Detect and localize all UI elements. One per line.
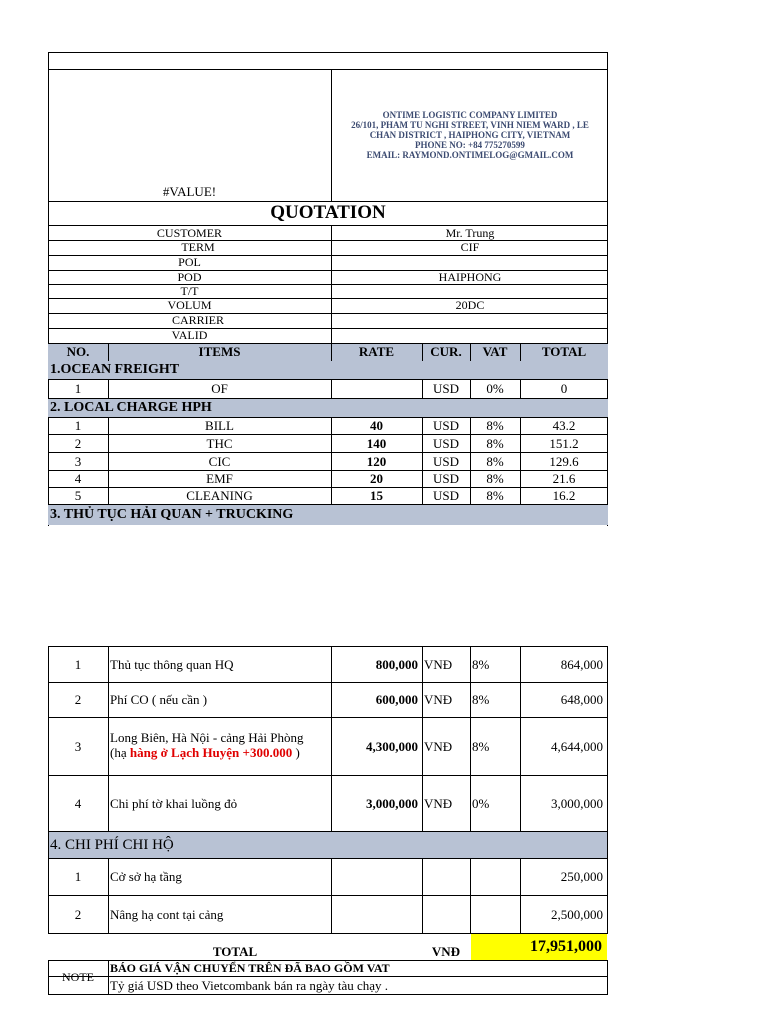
company-phone: PHONE NO: +84 775270599 [415, 140, 525, 150]
page-title: QUOTATION [270, 202, 386, 223]
section-customs-trucking: 3. THỦ TỤC HẢI QUAN + TRUCKING [50, 507, 294, 522]
customs-row-rate: 800,000 [375, 656, 418, 672]
local-row-total: 151.2 [549, 435, 579, 451]
customs-row-rate: 4,300,000 [366, 738, 418, 754]
info-label-valid: VALID [171, 328, 208, 342]
customs-row-item: Phí CO ( nếu cần ) [110, 692, 208, 707]
grand-total-value: 17,951,000 [530, 938, 602, 955]
local-row-cur: USD [432, 417, 459, 433]
customs-row-item: Long Biên, Hà Nội - cảng Hải Phòng [110, 730, 304, 745]
customs-row-total: 3,000,000 [551, 795, 603, 811]
local-row-cur: USD [432, 435, 459, 451]
info-value-pod: HAIPHONG [438, 269, 502, 284]
info-label-carrier: CARRIER [171, 313, 224, 327]
ocean-row-total: 0 [560, 381, 568, 396]
customs-row-item-note: (hạ hàng ở Lạch Huyện +300.000 ) [110, 745, 300, 760]
customs-row-vat: 8% [472, 692, 490, 707]
local-row-item: EMF [206, 470, 233, 486]
local-row-vat: 8% [486, 435, 504, 451]
company-address-1: 26/101, PHAM TU NGHI STREET, VINH NIEM WARD , LE [351, 120, 589, 130]
chiho-row-total: 250,000 [560, 869, 603, 884]
grand-total-currency: VNĐ [431, 944, 461, 959]
customs-row-cur: VNĐ [424, 692, 453, 707]
customs-row-no: 2 [74, 692, 82, 707]
chiho-row-total: 2,500,000 [551, 906, 603, 922]
local-row-total: 43.2 [552, 417, 576, 433]
local-row-vat: 8% [486, 487, 504, 503]
local-row-item: CIC [208, 453, 231, 469]
customs-row-vat: 8% [472, 738, 490, 754]
company-email: EMAIL: RAYMOND.ONTIMELOG@GMAIL.COM [366, 150, 574, 160]
company-info [332, 110, 608, 160]
customs-row-item-multiline [110, 730, 331, 760]
local-row-vat: 8% [486, 470, 504, 486]
note-label: NOTE [62, 969, 94, 984]
col-header-total: TOTAL [541, 344, 587, 359]
info-value-pol [332, 255, 608, 270]
local-row-no: 1 [74, 417, 82, 433]
section-chi-ho: 4. CHI PHÍ CHI HỘ [50, 836, 174, 853]
local-row-item: CLEANING [186, 487, 253, 503]
info-label-tt: T/T [180, 283, 199, 298]
local-row-rate: 40 [370, 417, 383, 433]
customs-row-vat: 8% [472, 656, 490, 672]
customs-row-item: Thủ tục thông quan HQ [110, 656, 234, 672]
col-header-no: NO. [66, 344, 90, 359]
local-row-rate: 20 [370, 470, 383, 486]
customs-row-cur: VNĐ [424, 795, 453, 811]
local-row-total: 16.2 [552, 487, 576, 503]
customs-row-total: 864,000 [560, 656, 603, 672]
local-row-total: 129.6 [549, 453, 579, 469]
customs-row-vat: 0% [472, 795, 490, 811]
customs-row-no: 1 [74, 656, 82, 672]
note-line-2: Tỷ giá USD theo Vietcombank bán ra ngày tàu chạy . [110, 977, 389, 993]
local-row-cur: USD [432, 470, 459, 486]
local-row-no: 2 [74, 435, 82, 451]
section-local-charge: 2. LOCAL CHARGE HPH [50, 400, 212, 415]
chiho-row-item: Nâng hạ cont tại cảng [110, 906, 224, 922]
company-address-2: CHAN DISTRICT , HAIPHONG CITY, VIETNAM [369, 130, 571, 140]
local-row-no: 5 [74, 487, 82, 503]
company-name: ONTIME LOGISTIC COMPANY LIMITED [382, 110, 558, 120]
local-row-item: THC [206, 435, 233, 451]
info-label-term: TERM [181, 240, 215, 254]
customs-row-total: 648,000 [560, 692, 603, 707]
customs-row-total: 4,644,000 [551, 738, 603, 754]
ocean-row-no: 1 [74, 381, 82, 396]
local-row-total: 21.6 [552, 470, 576, 486]
ocean-row-rate [331, 380, 422, 398]
col-header-cur: CUR. [430, 344, 462, 359]
col-header-vat: VAT [482, 344, 508, 359]
col-header-rate: RATE [358, 344, 395, 359]
local-row-item: BILL [205, 417, 234, 433]
info-value-valid [332, 328, 608, 343]
customs-row-cur: VNĐ [424, 738, 453, 754]
local-row-rate: 140 [366, 435, 387, 451]
customs-row-no: 4 [74, 795, 82, 811]
customs-row-rate: 3,000,000 [366, 795, 418, 811]
ocean-row-vat: 0% [486, 381, 504, 396]
info-value-volum: 20DC [455, 298, 485, 312]
info-label-pol: POL [178, 255, 201, 269]
customs-row-no: 3 [74, 738, 82, 754]
local-row-rate: 15 [370, 487, 383, 503]
customs-row-cur: VNĐ [424, 656, 453, 672]
info-label-pod: POD [177, 269, 202, 284]
section-ocean-freight: 1.OCEAN FREIGHT [50, 362, 180, 377]
chiho-row-no: 1 [74, 869, 82, 884]
local-row-no: 4 [74, 470, 82, 486]
lach-huyen-surcharge-text: hàng ở Lạch Huyện +300.000 [129, 745, 293, 760]
info-value-tt [332, 284, 608, 298]
col-header-items: ITEMS [198, 344, 241, 359]
customs-row-item: Chi phí tờ khai luồng đỏ [110, 795, 238, 811]
local-row-vat: 8% [486, 417, 504, 433]
local-row-cur: USD [432, 453, 459, 469]
chiho-row-item: Cở sở hạ tầng [110, 869, 182, 884]
chiho-row-no: 2 [74, 906, 82, 922]
local-row-vat: 8% [486, 453, 504, 469]
local-row-rate: 120 [366, 453, 387, 469]
info-label-customer: CUSTOMER [156, 225, 223, 240]
ocean-row-cur: USD [432, 381, 459, 396]
local-row-no: 3 [74, 453, 82, 469]
customs-row-rate: 600,000 [375, 692, 418, 707]
logo-error-text: #VALUE! [162, 184, 217, 199]
grand-total-label: TOTAL [212, 944, 258, 959]
info-value-customer: Mr. Trung [445, 225, 495, 240]
note-line-1: BÁO GIÁ VẬN CHUYỂN TRÊN ĐÃ BAO GỒM VAT [110, 960, 390, 975]
ocean-row-item: OF [211, 381, 228, 396]
local-row-cur: USD [432, 487, 459, 503]
info-value-term: CIF [460, 240, 480, 254]
info-value-carrier [332, 313, 608, 328]
info-label-volum: VOLUM [167, 298, 212, 312]
